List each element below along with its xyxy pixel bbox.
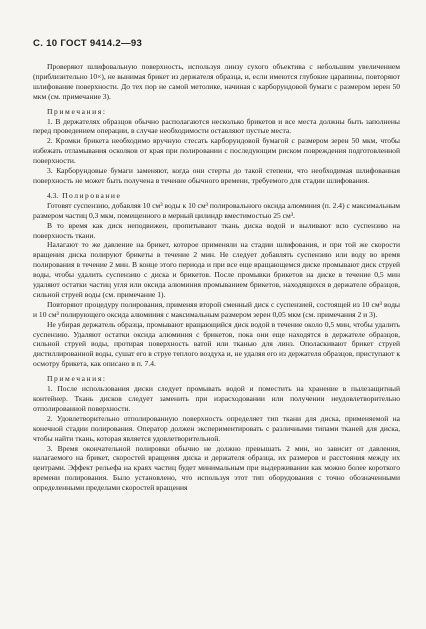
section-heading <box>33 191 400 201</box>
body-paragraph: Налагают то же давление на брикет, которое применяли на стадии шлифования, и при той же скорости вращения диска полируют брикеты в течение 2 мин. Не следует добавлять суспензию или воду во время полирования в течение 2 мин. В конце этого периода и при все еще вращающемся диске промывают диск струей воды, чтобы удалить суспензию с диска и брикетов. После промывки брикетов на диске в течение 0,5 мин удаляют остатки частиц угля или оксида алюминия промыванием брикетов, находящихся в держателе образцов, сильной струей воды (см. примечание 1). <box>33 240 400 299</box>
note-item: 3. Время окончательной полировки обычно не должно превышать 2 мин, но зависит от давления, налагаемого на брикет, скоростей вращения диска и держателя образца, их размеров и расстояния между их центрами. Эффект рельефа на краях частиц будет минимальным при выдерживании как можно более короткого времени полирования. Было установлено, что используя этот тип оборудования с точно обозначенными определенными пределами скоростей вращения <box>33 443 400 493</box>
page-header: С. 10 ГОСТ 9414.2—93 <box>33 38 143 49</box>
body-paragraph: Повторяют процедуру полирования, применяя второй сменный диск с суспензией, состоящей из 10 см³ воды и 10 см³ полирующего оксида алюминия с максимальным размером зерен 0,05 мкм (см. примечания 2 и 3). <box>33 299 400 319</box>
note-item: 1. После использования диски следует промывать водой и поместить на хранение в пылезащитный контейнер. Ткань дисков следует заменить при израсходовании или получении неудовлетворительно отполированной поверхности. <box>33 384 400 413</box>
notes-title: Примечания: <box>47 106 107 116</box>
notes-title: Примечания: <box>47 374 107 384</box>
document-body <box>33 62 400 493</box>
section-title: Полирование <box>62 190 122 200</box>
note-item: 2. Кромки брикета необходимо вручную стесать карборундовой бумагой с размером зерен 50 мкм, чтобы избежать отламывания осколков от края при полировании с последующим риском повреждения подготовленной поверхности. <box>33 136 400 166</box>
body-paragraph: Не убирая держатель образца, промывают вращающийся диск водой в течение около 0,5 мин, чтобы удалить суспензию. Удаляют остатки оксида алюминия с брикетов, пока они еще находятся в держателе образцов, сильной струей воды, протирая поверхность ватой или тканью для линз. Ополаскивают брикет струей дистиллированной воды, сушат его в струе теплого воздуха и, не удаляя его из держателя образцов, приступают к осмотру брикета, как описано в п. 7.4. <box>33 319 400 369</box>
body-paragraph: В то время как диск неподвижен, пропитывают ткань диска водой и выливают всю суспензию на поверхность ткани. <box>33 220 400 240</box>
note-item: 2. Удовлетворительно отполированную поверхность определяет тип ткани для диска, применяемой на конечной стадии полирования. Оператор должен экспериментировать с различными типами тканей для диска, чтобы найти ткань, которая является удовлетворительной. <box>33 413 400 443</box>
intro-paragraph: Проверяют шлифовальную поверхность, используя линзу сухого объектива с небольшим увеличением (приблизительно 10×), не вынимая брикет из держателя образца, и, если имеются глубокие царапины, повторяют шлифование поверхности. До тех пор не самой метолике, начиная с карборундовой бумаги с размером зерен 50 мкм (см. примечание 3). <box>33 62 400 101</box>
section-number: 4.3. <box>47 190 59 200</box>
body-paragraph: Готовят суспензию, добавляя 10 см³ воды к 10 см³ полировального оксида алюминия (п. 2.4) с максимальным размером частиц 0,3 мкм, помещенного в мерный цилиндр вместимостью 25 см³. <box>33 200 400 220</box>
note-item: 1. В держателях образцов обычно располагаются несколько брикетов и все места должны быть заполнены перед проведением операции, в случае необходимости оставляют пустые места. <box>33 116 400 136</box>
note-item: 3. Карборундовые бумаги заменяют, когда они стерты до такой степени, что необходимая шлифованная поверхность не может быть получена в течение обычного времени, требуемого для стадии шлифования. <box>33 166 400 185</box>
